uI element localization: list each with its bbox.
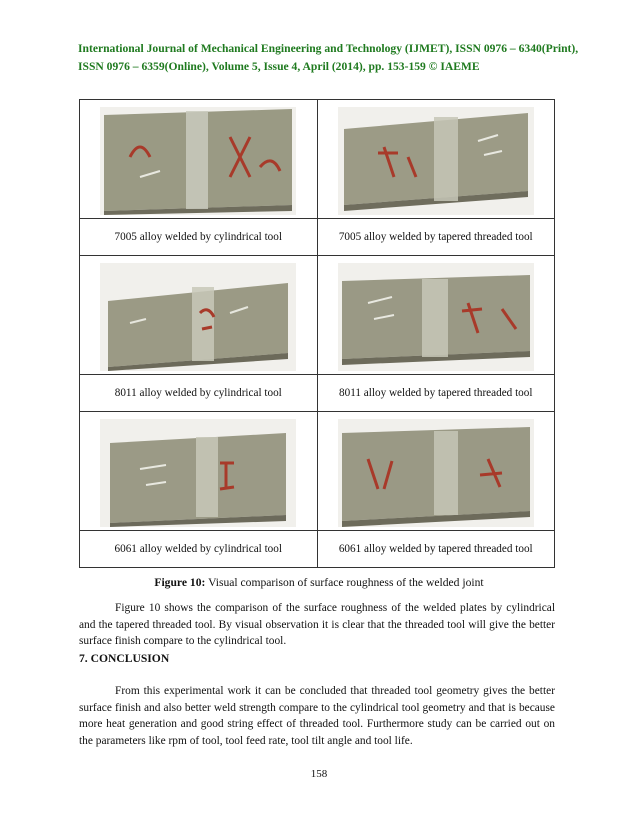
paragraph-conclusion: From this experimental work it can be concluded that threaded tool geometry gives the better surface finish and also better weld strength compare to the cylindrical tool geometry and that is because more heat generation and good string effect of threaded tool. Furthermore study can be carried out on the parameters like rpm of tool, tool feed rate, tool tilt angle and tool life. <box>79 685 555 747</box>
photo-cell-7005-cylindrical <box>80 100 318 219</box>
section-heading-conclusion: 7. CONCLUSION <box>79 652 170 665</box>
weld-photo-7005-tapered <box>338 107 534 215</box>
caption-8011-tapered: 8011 alloy welded by tapered threaded tool <box>317 375 555 412</box>
weld-photo-6061-cylindrical <box>100 419 296 527</box>
figure-caption <box>0 576 638 589</box>
caption-7005-tapered: 7005 alloy welded by tapered threaded tool <box>317 219 555 256</box>
photo-cell-7005-tapered <box>317 100 555 219</box>
photo-cell-6061-tapered <box>317 412 555 531</box>
journal-header <box>78 40 579 76</box>
caption-7005-cylindrical: 7005 alloy welded by cylindrical tool <box>80 219 318 256</box>
caption-6061-tapered: 6061 alloy welded by tapered threaded tool <box>317 531 555 568</box>
weld-photo-6061-tapered <box>338 419 534 527</box>
caption-8011-cylindrical: 8011 alloy welded by cylindrical tool <box>80 375 318 412</box>
caption-6061-cylindrical: 6061 alloy welded by cylindrical tool <box>80 531 318 568</box>
weld-photo-8011-tapered <box>338 263 534 371</box>
figure-title: Visual comparison of surface roughness of the welded joint <box>208 576 484 589</box>
figure-10-table <box>79 99 555 568</box>
figure-label: Figure 10: <box>154 576 206 589</box>
paragraph-figure-discussion: Figure 10 shows the comparison of the surface roughness of the welded plates by cylindrical and the tapered threaded tool. By visual observation it is clear that the threaded tool will give the better surface finish compare to the cylindrical tool. <box>79 602 555 647</box>
weld-photo-8011-cylindrical <box>100 263 296 371</box>
journal-header-line-2: ISSN 0976 – 6359(Online), Volume 5, Issue 4, April (2014), pp. 153-159 © IAEME <box>78 60 480 73</box>
journal-header-line-1: International Journal of Mechanical Engineering and Technology (IJMET), ISSN 0976 – 6340(Print), <box>78 42 579 55</box>
photo-cell-6061-cylindrical <box>80 412 318 531</box>
weld-photo-7005-cylindrical <box>100 107 296 215</box>
photo-cell-8011-cylindrical <box>80 256 318 375</box>
page-number: 158 <box>310 768 328 780</box>
photo-cell-8011-tapered <box>317 256 555 375</box>
